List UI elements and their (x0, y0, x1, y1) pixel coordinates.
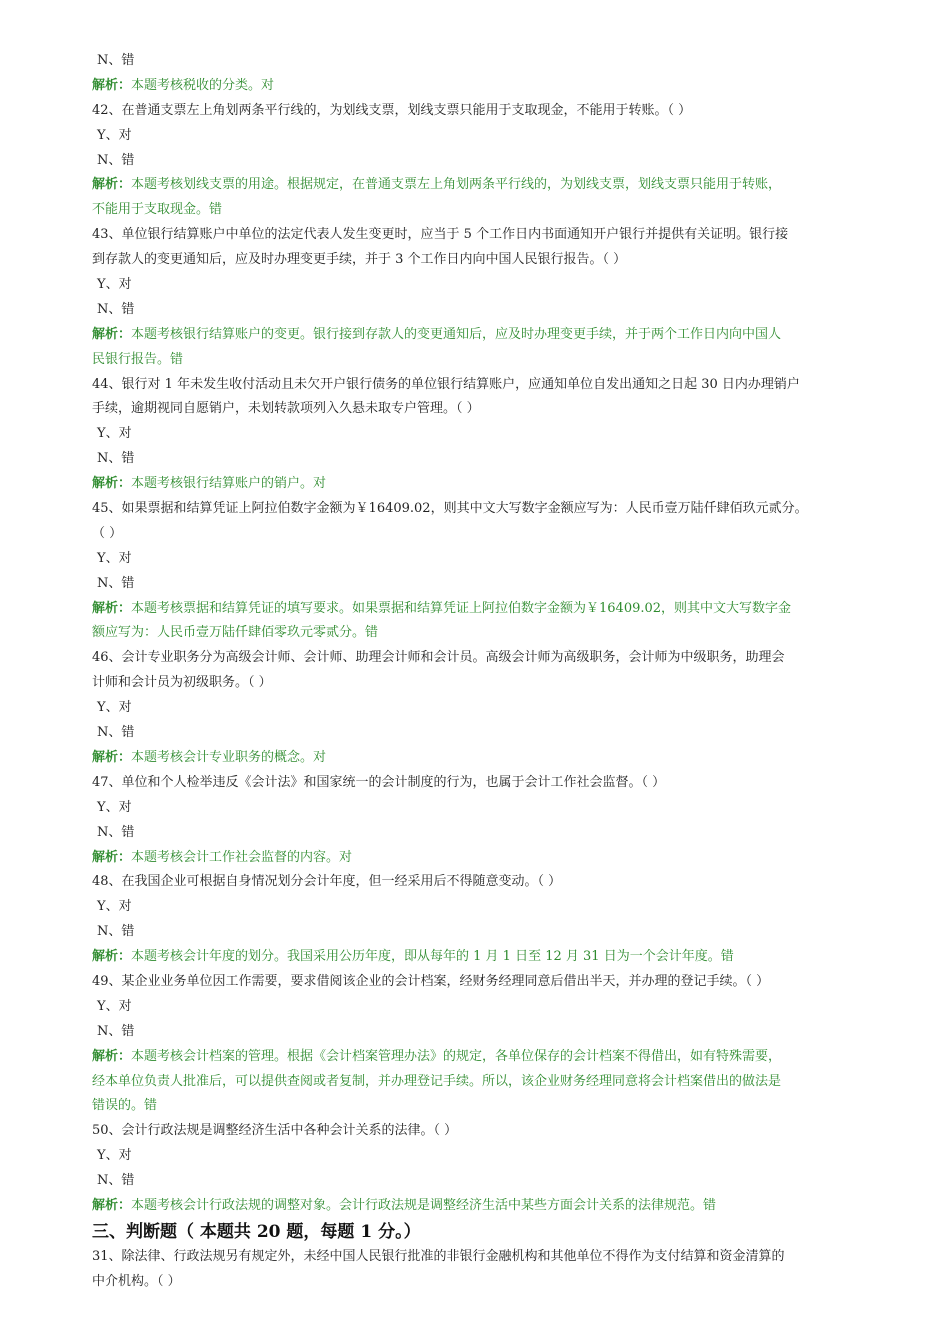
option-right: Y、对 (97, 550, 132, 566)
option-wrong: N、错 (97, 824, 135, 840)
option-right: Y、对 (97, 277, 132, 293)
analysis-line (92, 323, 872, 348)
analysis-line (92, 472, 872, 497)
analysis-line (92, 74, 872, 99)
question-text: 到存款人的变更通知后，应及时办理变更手续，并于 3 个工作日内向中国人民银行报告。（ ） (92, 252, 627, 268)
analysis-line (92, 846, 872, 871)
analysis-line (92, 1045, 872, 1070)
question-block (92, 646, 872, 770)
analysis-line (92, 621, 872, 646)
analysis-text: 本题考核银行结算账户的销户。对 (131, 476, 327, 492)
analysis-line (92, 198, 872, 223)
question-text: 48、在我国企业可根据自身情况划分会计年度，但一经采用后不得随意变动。（ ） (92, 874, 562, 890)
analysis-text: 本题考核会计行政法规的调整对象。会计行政法规是调整经济生活中某些方面会计关系的法律规范。错 (131, 1197, 717, 1213)
analysis-label: 解析： (92, 600, 132, 616)
question-text: 中介机构。（ ） (92, 1273, 181, 1289)
option-wrong: N、错 (97, 1173, 135, 1189)
option-wrong: N、错 (97, 1023, 135, 1039)
question-text: 44、银行对 1 年未发生收付活动且未欠开户银行债务的单位银行结算账户，应通知单位自发出通知之日起 30 日内办理销户 (92, 376, 800, 392)
analysis-label: 解析： (92, 849, 132, 865)
analysis-text: 本题考核票据和结算凭证的填写要求。如果票据和结算凭证上阿拉伯数字金额为￥16409.02，则其中文大写数字金 (131, 600, 792, 616)
analysis-label: 解析： (92, 1048, 132, 1064)
section-question (92, 1245, 872, 1295)
option-wrong: N、错 (97, 575, 135, 591)
analysis-text: 额应写为：人民币壹万陆仟肆佰零玖元零贰分。错 (92, 625, 379, 641)
analysis-text: 错误的。错 (92, 1098, 158, 1114)
analysis-text: 不能用于支取现金。错 (92, 202, 223, 218)
option-wrong: N、错 (97, 301, 135, 317)
analysis-label: 解析： (92, 177, 132, 193)
analysis-text: 本题考核会计年度的划分。我国采用公历年度，即从每年的 1 月 1 日至 12 月 31 日为一个会计年度。错 (131, 949, 734, 965)
question-block (92, 870, 872, 970)
question-block (92, 223, 872, 372)
question-text: 49、某企业业务单位因工作需要，要求借阅该企业的会计档案，经财务经理同意后借出半天，并办理的登记手续。（ ） (92, 973, 770, 989)
question-text: 手续，逾期视同自愿销户，未划转款项列入久悬未取专户管理。（ ） (92, 401, 480, 417)
option-right: Y、对 (97, 700, 132, 716)
question-text: 45、如果票据和结算凭证上阿拉伯数字金额为￥16409.02，则其中文大写数字金额应写为：人民币壹万陆仟肆佰玖元贰分。 (92, 501, 808, 517)
analysis-line (92, 1194, 872, 1219)
option-right: Y、对 (97, 799, 132, 815)
question-block (92, 771, 872, 871)
question-text: 47、单位和个人检举违反《会计法》和国家统一的会计制度的行为，也属于会计工作社会监督。（ ） (92, 774, 666, 790)
question-list (92, 99, 872, 1219)
analysis-line (92, 1094, 872, 1119)
analysis-text: 本题考核会计工作社会监督的内容。对 (131, 849, 353, 865)
question-text: 50、会计行政法规是调整经济生活中各种会计关系的法律。（ ） (92, 1123, 458, 1139)
question-block (92, 99, 872, 223)
analysis-label: 解析： (92, 77, 132, 93)
option-wrong: N、错 (97, 725, 135, 741)
analysis-text: 本题考核划线支票的用途。根据规定，在普通支票左上角划两条平行线的，为划线支票，划线支票只能用于转账， (131, 177, 782, 193)
question-block (92, 373, 872, 497)
option-right: Y、对 (97, 1148, 132, 1164)
analysis-line (92, 746, 872, 771)
option-right: Y、对 (97, 426, 132, 442)
option-wrong: N、错 (97, 924, 135, 940)
analysis-text: 本题考核会计档案的管理。根据《会计档案管理办法》的规定，各单位保存的会计档案不得借出，如有特殊需要， (131, 1048, 782, 1064)
analysis-label: 解析： (92, 1197, 132, 1213)
analysis-line (92, 597, 872, 622)
question-block (92, 1119, 872, 1219)
question-block (92, 497, 872, 646)
analysis-text: 经本单位负责人批准后，可以提供查阅或者复制，并办理登记手续。所以，该企业财务经理同意将会计档案借出的做法是 (92, 1073, 782, 1089)
analysis-line (92, 173, 872, 198)
analysis-label: 解析： (92, 476, 132, 492)
analysis-text: 本题考核会计专业职务的概念。对 (131, 749, 327, 765)
section-heading: 三、判断题（ 本题共 20 题，每题 1 分。） (92, 1221, 421, 1242)
option-right: Y、对 (97, 127, 132, 143)
analysis-label: 解析： (92, 949, 132, 965)
question-text: 31、除法律、行政法规另有规定外，未经中国人民银行批准的非银行金融机构和其他单位不得作为支付结算和资金清算的 (92, 1248, 785, 1264)
question-text: 46、会计专业职务分为高级会计师、会计师、助理会计师和会计员。高级会计师为高级职务，会计师为中级职务，助理会 (92, 650, 785, 666)
analysis-label: 解析： (92, 326, 132, 342)
analysis-text: 本题考核银行结算账户的变更。银行接到存款人的变更通知后，应及时办理变更手续，并于两个工作日内向中国人 (131, 326, 782, 342)
document-page (92, 49, 872, 1295)
option-wrong: N、错 (97, 451, 135, 467)
question-block (92, 970, 872, 1119)
option-right: Y、对 (97, 899, 132, 915)
question-text: （ ） (92, 525, 123, 541)
analysis-label: 解析： (92, 749, 132, 765)
question-text: 43、单位银行结算账户中单位的法定代表人发生变更时，应当于 5 个工作日内书面通知开户银行并提供有关证明。银行接 (92, 227, 789, 243)
option-wrong: N、错 (97, 152, 135, 168)
question-text: 42、在普通支票左上角划两条平行线的，为划线支票，划线支票只能用于支取现金，不能用于转账。（ ） (92, 102, 692, 118)
analysis-text: 本题考核税收的分类。对 (131, 77, 275, 93)
option-right: Y、对 (97, 998, 132, 1014)
question-text: 计师和会计员为初级职务。（ ） (92, 675, 272, 691)
analysis-line (92, 1070, 872, 1095)
analysis-line (92, 348, 872, 373)
analysis-text: 民银行报告。错 (92, 351, 184, 367)
option-wrong: N、错 (97, 53, 135, 68)
analysis-line (92, 945, 872, 970)
